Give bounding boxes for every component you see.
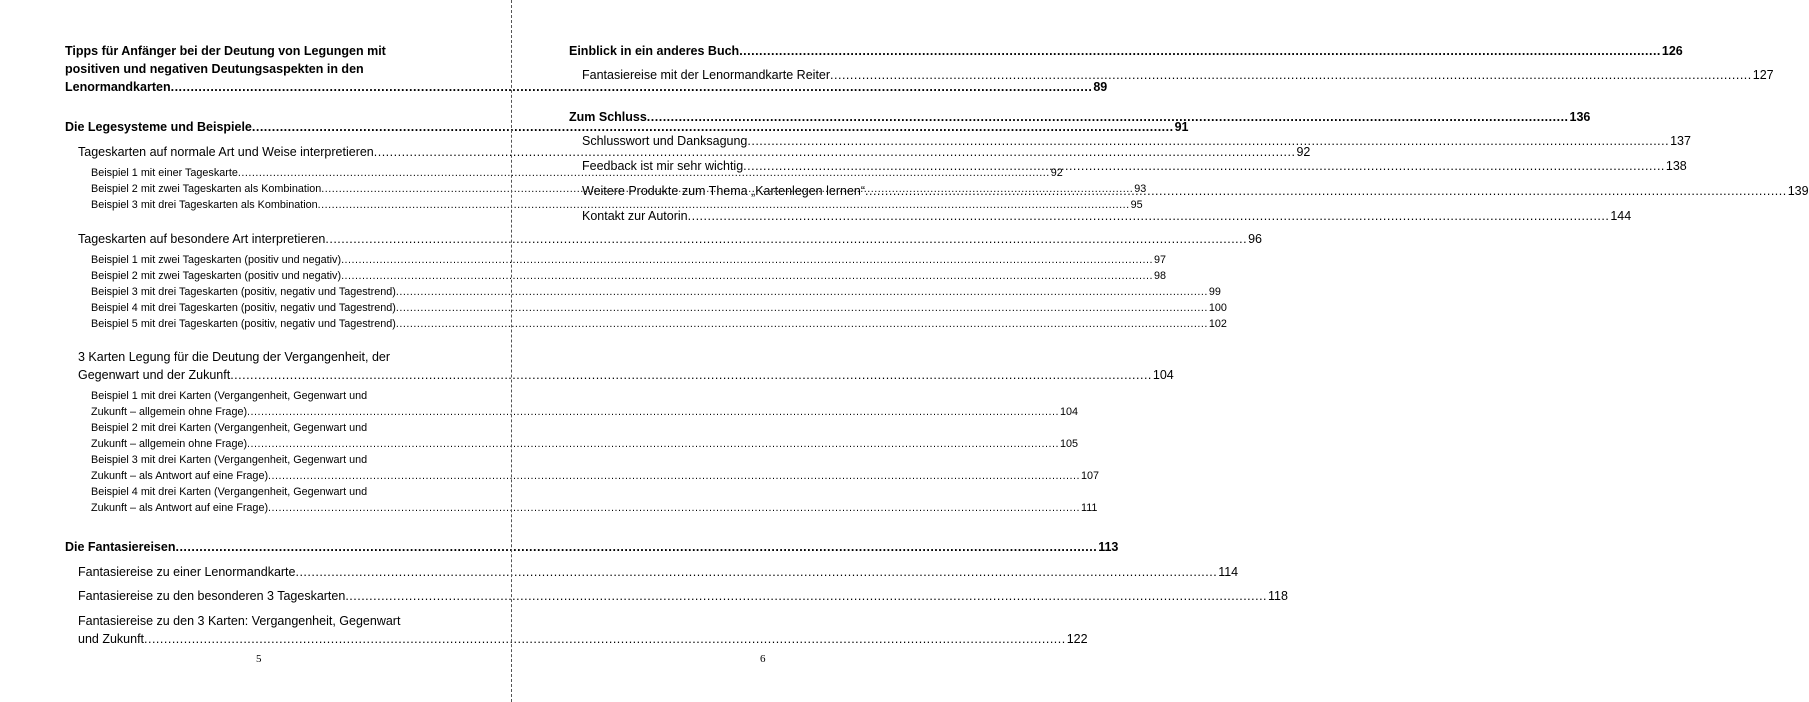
toc-page-number: 113: [1098, 540, 1119, 554]
dot-leader: [739, 42, 1661, 60]
toc-entry: [91, 316, 1227, 332]
toc-entry: [91, 268, 1167, 284]
toc-entry-row: [65, 118, 1189, 136]
toc-entry-row: [78, 143, 1311, 161]
toc-entry: [78, 563, 1239, 581]
toc-entry: [65, 538, 1119, 556]
toc-page-number: 136: [1569, 110, 1591, 124]
dot-leader: [830, 66, 1752, 84]
toc-entry-title: und Zukunft: [78, 632, 145, 646]
toc-page-number: 104: [1059, 406, 1078, 418]
toc-page-number: 144: [1610, 209, 1632, 223]
toc-entry: [78, 612, 1088, 648]
toc-entry-title: Beispiel 1 mit einer Tageskarte: [91, 167, 238, 179]
toc-entry-title: Lenormandkarten: [65, 80, 171, 94]
toc-entry-row: [569, 42, 1683, 60]
toc-page-number: 92: [1296, 145, 1311, 159]
page-number: 5: [256, 653, 262, 665]
toc-entry-title: Fantasiereise zu den besonderen 3 Tageskarten: [78, 589, 346, 603]
toc-entry-title: Tageskarten auf besondere Art interpretieren: [78, 232, 326, 246]
toc-entry: [78, 143, 1311, 161]
toc-entry-title: Kontakt zur Autorin: [582, 209, 688, 223]
toc-entry: [78, 230, 1263, 248]
toc-entry-title-line: Beispiel 3 mit drei Karten (Vergangenheit, Gegenwart und: [91, 454, 368, 466]
toc-page-number: 95: [1130, 199, 1143, 211]
toc-page-number: 114: [1218, 565, 1239, 579]
toc-page-number: 111: [1080, 502, 1098, 514]
toc-page-number: 89: [1093, 80, 1108, 94]
toc-entry-title: Beispiel 2 mit zwei Tageskarten als Kombination: [91, 183, 322, 195]
toc-page-number: 127: [1752, 68, 1774, 82]
toc-entry-title: Weitere Produkte zum Thema „Kartenlegen lernen“: [582, 184, 866, 198]
toc-entry: [91, 284, 1221, 300]
toc-entry-title: Beispiel 2 mit zwei Tageskarten (positiv und negativ): [91, 270, 342, 282]
toc-entry: [91, 197, 1143, 213]
toc-page-number: 99: [1208, 286, 1221, 298]
toc-entry-title: Beispiel 3 mit drei Tageskarten als Kombination: [91, 199, 318, 211]
toc-page-number: 98: [1154, 270, 1167, 282]
toc-entry: [582, 207, 1632, 225]
toc-entry-row: [91, 468, 1099, 484]
toc-page-number: 100: [1208, 302, 1227, 314]
toc-entry-title-line: Beispiel 1 mit drei Karten (Vergangenheit, Gegenwart und: [91, 390, 368, 402]
toc-entry-title: Beispiel 4 mit drei Tageskarten (positiv, negativ und Tagestrend): [91, 302, 396, 314]
toc-entry-row: [569, 108, 1591, 126]
toc-entry-title-line: positiven und negativen Deutungsaspekten in den: [65, 62, 364, 76]
toc-page-number: 105: [1059, 438, 1078, 450]
toc-entry-row: [78, 587, 1288, 605]
toc-entry-title: Beispiel 3 mit drei Tageskarten (positiv, negativ und Tagestrend): [91, 286, 396, 298]
toc-entry: [91, 300, 1227, 316]
toc-entry-row: [65, 78, 1108, 96]
toc-page-number: 91: [1174, 120, 1189, 134]
toc-entry-row: [78, 366, 1174, 384]
toc-entry-title: Einblick in ein anderes Buch: [569, 44, 740, 58]
toc-entry: [569, 108, 1591, 126]
toc-entry-title: Feedback ist mir sehr wichtig: [582, 159, 744, 173]
toc-entry: [91, 252, 1167, 268]
dot-leader: [647, 108, 1569, 126]
toc-entry-title: Beispiel 5 mit drei Tageskarten (positiv, negativ und Tagestrend): [91, 318, 396, 330]
toc-page-number: 138: [1665, 159, 1687, 173]
toc-entry-title: Fantasiereise mit der Lenormandkarte Reiter: [582, 68, 831, 82]
toc-entry: [91, 452, 1099, 484]
toc-entry-title-line: Fantasiereise zu den 3 Karten: Vergangenheit, Gegenwart: [78, 614, 401, 628]
toc-entry-row: [91, 436, 1078, 452]
toc-entry-row: [91, 252, 1167, 268]
toc-entry: [91, 484, 1098, 516]
toc-entry-title: Gegenwart und der Zukunft: [78, 368, 231, 382]
toc-entry-row: [91, 500, 1098, 516]
toc-entry-title: Zum Schluss: [569, 110, 647, 124]
toc-entry-title: Zukunft – allgemein ohne Frage): [91, 406, 248, 418]
toc-page-number: 93: [1134, 183, 1147, 195]
toc-entry-row: [78, 230, 1263, 248]
toc-entry: [91, 420, 1078, 452]
toc-entry-row: [582, 66, 1774, 84]
toc-entry-title: Tageskarten auf normale Art und Weise interpretieren: [78, 145, 374, 159]
toc-page-number: 96: [1248, 232, 1263, 246]
toc-entry: [78, 348, 1174, 384]
toc-page-number: 92: [1050, 167, 1063, 179]
toc-entry-row: [91, 316, 1227, 332]
page-number: 6: [760, 653, 766, 665]
toc-entry-title: Beispiel 1 mit zwei Tageskarten (positiv und negativ): [91, 254, 342, 266]
toc-page-number: 104: [1152, 368, 1174, 382]
toc-entry: [78, 587, 1288, 605]
toc-page-number: 118: [1268, 589, 1288, 603]
toc-entry-title-line: Tipps für Anfänger bei der Deutung von Legungen mit: [65, 44, 386, 58]
toc-page-number: 122: [1066, 632, 1088, 646]
toc-entry-title: Zukunft – als Antwort auf eine Frage): [91, 470, 269, 482]
toc-entry-row: [78, 563, 1239, 581]
toc-entry: [582, 66, 1774, 84]
toc-entry-row: [91, 300, 1227, 316]
toc-entry: [582, 132, 1691, 150]
toc-entry: [65, 118, 1189, 136]
dot-leader: [743, 157, 1665, 175]
toc-entry-title: Zukunft – allgemein ohne Frage): [91, 438, 248, 450]
toc-page-number: 102: [1208, 318, 1227, 330]
toc-page-number: 107: [1080, 470, 1099, 482]
toc-entry-title: Die Legesysteme und Beispiele: [65, 120, 252, 134]
toc-page-number: 126: [1661, 44, 1683, 58]
toc-entry-row: [91, 268, 1167, 284]
toc-entry: [91, 388, 1078, 420]
toc-page-number: 97: [1154, 254, 1167, 266]
dot-leader: [747, 132, 1669, 150]
toc-entry-row: [582, 207, 1632, 225]
toc-entry-row: [91, 404, 1078, 420]
toc-entry-row: [65, 538, 1119, 556]
toc-entry-title-line: Beispiel 4 mit drei Karten (Vergangenheit, Gegenwart und: [91, 486, 368, 498]
toc-entry-title-line: Beispiel 2 mit drei Karten (Vergangenheit, Gegenwart und: [91, 422, 368, 434]
dot-leader: [865, 182, 1787, 200]
toc-entry-row: [78, 630, 1088, 648]
toc-entry-title: Zukunft – als Antwort auf eine Frage): [91, 502, 269, 514]
toc-entry-title: Fantasiereise zu einer Lenormandkarte: [78, 565, 296, 579]
toc-entry: [569, 42, 1683, 60]
toc-page-number: 139: [1787, 184, 1809, 198]
toc-entry-title: Schlusswort und Danksagung: [582, 134, 748, 148]
toc-entry-row: [91, 284, 1221, 300]
dot-leader: [688, 207, 1610, 225]
toc-entry-title: Die Fantasiereisen: [65, 540, 176, 554]
toc-entry-row: [91, 197, 1143, 213]
toc-page-number: 137: [1670, 134, 1691, 148]
toc-entry-row: [582, 132, 1691, 150]
toc-entry-title-line: 3 Karten Legung für die Deutung der Vergangenheit, der: [78, 350, 391, 364]
